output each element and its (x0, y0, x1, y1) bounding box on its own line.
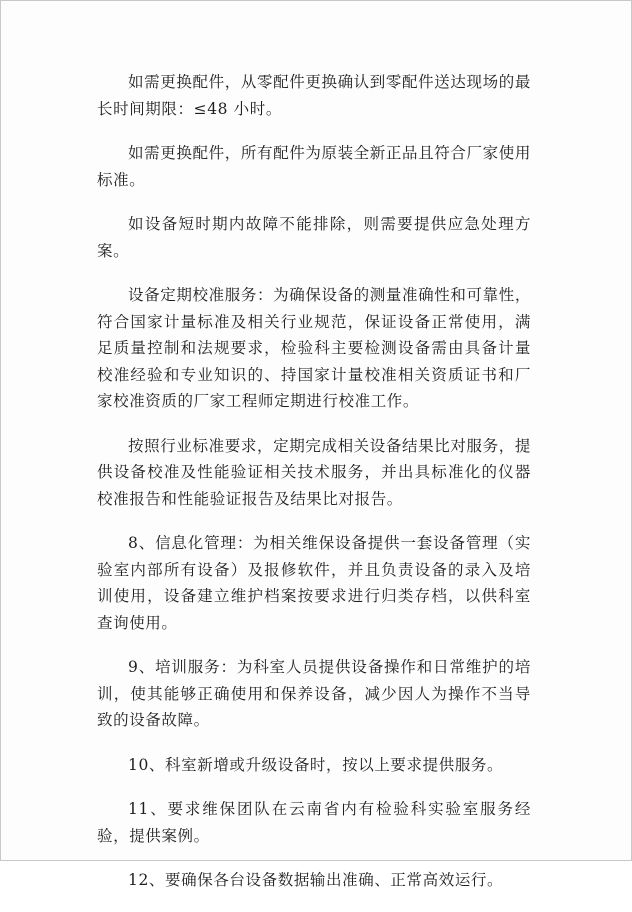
paragraph-spare-parts-genuine: 如需更换配件，所有配件为原装全新正品且符合厂家使用标准。 (97, 144, 531, 189)
document-body (97, 69, 531, 912)
paragraph-data-accuracy: 12、要确保各台设备数据输出准确、正常高效运行。 (128, 871, 504, 889)
paragraph-result-comparison: 按照行业标准要求，定期完成相关设备结果比对服务，提供设备校准及性能验证相关技术服务，并出具标准化的仪器校准报告和性能验证报告及结果比对报告。 (97, 436, 531, 508)
paragraph-spare-parts-delivery: 如需更换配件，从零配件更换确认到零配件送达现场的最长时间期限：≤48 小时。 (97, 73, 531, 118)
paragraph-information-management: 8、信息化管理：为相关维保设备提供一套设备管理（实验室内部所有设备）及报修软件，并且负责设备的录入及培训使用，设备建立维护档案按要求进行归类存档，以供科室查询使用。 (97, 534, 531, 632)
paragraph-training-service: 9、培训服务：为科室人员提供设备操作和日常维护的培训，使其能够正确使用和保养设备，减少因人为操作不当导致的设备故障。 (97, 658, 531, 729)
paragraph-team-experience: 11、要求维保团队在云南省内有检验科实验室服务经验，提供案例。 (97, 800, 531, 845)
paragraph-emergency-plan: 如设备短时期内故障不能排除，则需要提供应急处理方案。 (97, 215, 531, 260)
paragraph-calibration-service: 设备定期校准服务：为确保设备的测量准确性和可靠性，符合国家计量标准及相关行业规范，保证设备正常使用，满足质量控制和法规要求，检验科主要检测设备需由具备计量校准经验和专业知识的、持国家计量校准相关资质证书和厂家校准资质的厂家工程师定期进行校准工作。 (97, 286, 531, 410)
paragraph-new-equipment: 10、科室新增或升级设备时，按以上要求提供服务。 (128, 755, 504, 774)
